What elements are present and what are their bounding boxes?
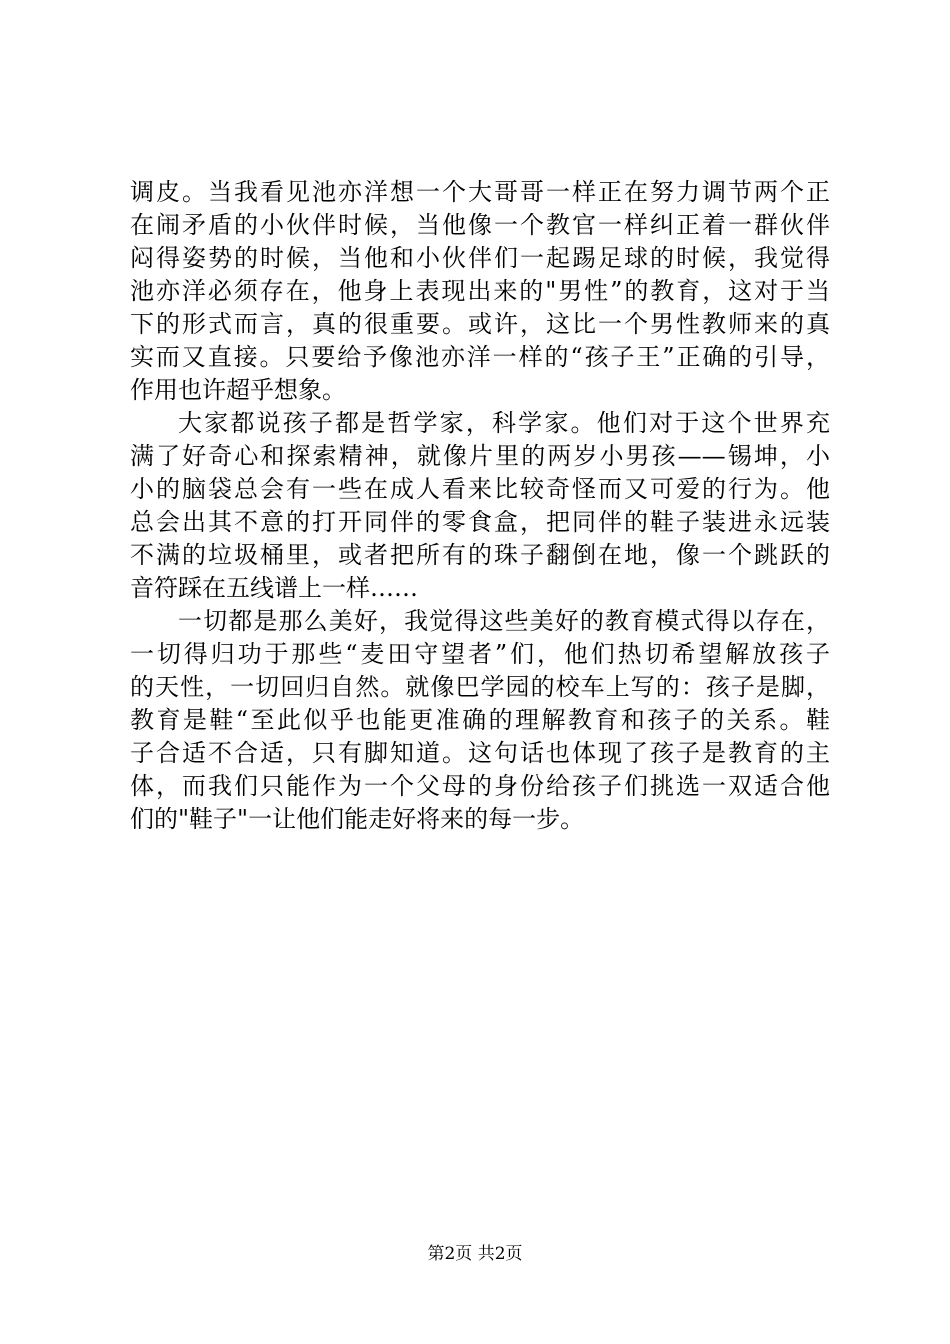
paragraph-1-line-7: 作用也许超乎想象。 [130,376,346,404]
paragraph-3-line-7: 们的"鞋子"一让他们能走好将来的每一步。 [130,805,585,833]
paragraph-2-line-1: 大家都说孩子都是哲学家，科学家。他们对于这个世界充 [178,409,830,437]
paragraph-3-line-1: 一切都是那么美好，我觉得这些美好的教育模式得以存在， [178,607,830,635]
paragraph-1-line-3: 闷得姿势的时候，当他和小伙伴们一起踢足球的时候，我觉得 [130,244,830,272]
paragraph-1-line-4: 池亦洋必须存在，他身上表现出来的"男性”的教育，这对于当 [130,277,830,305]
paragraph-3-line-4: 教育是鞋“至此似乎也能更准确的理解教育和孩子的关系。鞋 [130,706,830,734]
page-footer [0,1243,950,1265]
document-body [130,176,830,836]
paragraph-1-line-6: 实而又直接。只要给予像池亦洋一样的“孩子王”正确的引导， [130,343,830,371]
paragraph-1-line-2: 在闹矛盾的小伙伴时候，当他像一个教官一样纠正着一群伙伴 [130,211,830,239]
paragraph-2-line-5: 不满的垃圾桶里，或者把所有的珠子翻倒在地，像一个跳跃的 [130,541,830,569]
paragraph-2-line-2: 满了好奇心和探索精神，就像片里的两岁小男孩——锡坤，小 [130,442,830,470]
paragraph-3-line-6: 体，而我们只能作为一个父母的身份给孩子们挑选一双适合他 [130,772,830,800]
paragraph-3-line-5: 子合适不合适，只有脚知道。这句话也体现了孩子是教育的主 [130,739,830,767]
paragraph-3-line-2: 一切得归功于那些“麦田守望者”们，他们热切希望解放孩子 [130,640,830,668]
paragraph-1-line-5: 下的形式而言，真的很重要。或许，这比一个男性教师来的真 [130,310,830,338]
page-number-label: 第2页 共2页 [427,1244,523,1264]
paragraph-2-line-3: 小的脑袋总会有一些在成人看来比较奇怪而又可爱的行为。他 [130,475,830,503]
paragraph-2-line-4: 总会出其不意的打开同伴的零食盒，把同伴的鞋子装进永远装 [130,508,830,536]
paragraph-1-line-1: 调皮。当我看见池亦洋想一个大哥哥一样正在努力调节两个正 [130,178,830,206]
paragraph-2-line-6: 音符踩在五线谱上一样…… [130,574,418,602]
paragraph-3-line-3: 的天性，一切回归自然。就像巴学园的校车上写的：孩子是脚， [130,673,830,701]
